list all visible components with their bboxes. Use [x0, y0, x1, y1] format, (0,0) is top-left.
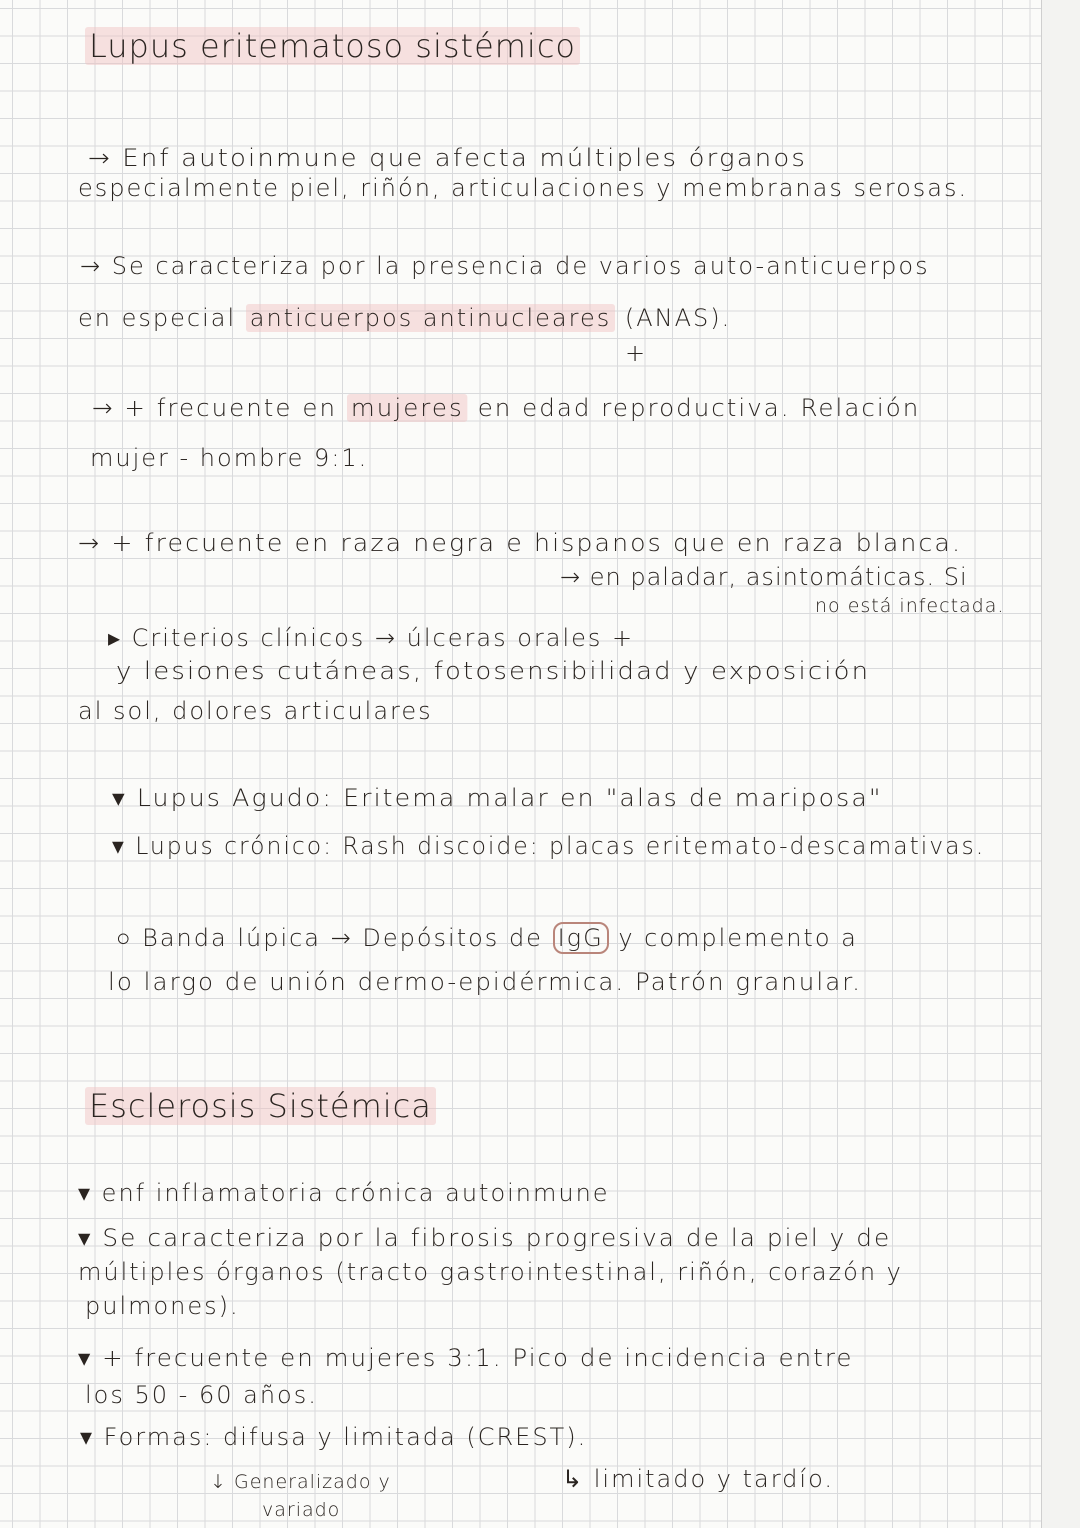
line: ▸ Criterios clínicos → úlceras orales + [108, 624, 635, 652]
title-text: Lupus eritematoso sistémico [85, 27, 580, 65]
page-edge [1041, 0, 1080, 1528]
line: ↳ limitado y tardío. [562, 1465, 834, 1493]
text: en especial [78, 304, 237, 332]
highlight: mujeres [347, 394, 468, 422]
boxed-igg: IgG [553, 922, 609, 954]
line: → Se caracteriza por la presencia de varios auto-anticuerpos [80, 252, 930, 280]
title-lupus [85, 28, 580, 65]
line [78, 305, 731, 333]
text: y complemento a [618, 924, 858, 952]
line: ▾ enf inflamatoria crónica autoinmune [78, 1179, 610, 1207]
line: variado [262, 1499, 341, 1521]
title-text: Esclerosis Sistémica [85, 1087, 436, 1125]
line: mujer - hombre 9:1. [90, 444, 369, 472]
highlight: anticuerpos antinucleares [246, 304, 615, 332]
line: al sol, dolores articulares [78, 697, 433, 725]
title-esclerosis [85, 1088, 436, 1125]
line: ▾ Se caracteriza por la fibrosis progresiva de la piel y de [78, 1224, 892, 1252]
line: lo largo de unión dermo-epidérmica. Patrón granular. [108, 968, 862, 996]
line: múltiples órganos (tracto gastrointestinal, riñón, corazón y [78, 1258, 903, 1286]
line: especialmente piel, riñón, articulaciones y membranas serosas. [78, 174, 969, 202]
line: → Enf autoinmune que afecta múltiples órganos [88, 144, 808, 172]
line: → en paladar, asintomáticas. Si [560, 563, 968, 591]
line: los 50 - 60 años. [85, 1381, 318, 1409]
line: ▾ Formas: difusa y limitada (CREST). [80, 1423, 588, 1451]
text: (ANAS). [624, 304, 732, 332]
line [92, 395, 920, 423]
line: ▾ Lupus Agudo: Eritema malar en "alas de mariposa" [112, 784, 883, 812]
arrow-down: ↓ [210, 1471, 227, 1493]
text: ○ Banda lúpica → Depósitos de [116, 924, 543, 952]
line: → + frecuente en raza negra e hispanos que en raza blanca. [78, 529, 963, 557]
plus-mark: + [625, 339, 648, 367]
line: ▾ + frecuente en mujeres 3:1. Pico de incidencia entre [78, 1344, 854, 1372]
line: Generalizado y [234, 1471, 391, 1493]
line [116, 925, 858, 953]
line: y lesiones cutáneas, fotosensibilidad y exposición [116, 657, 871, 685]
line: ▾ Lupus crónico: Rash discoide: placas eritemato-descamativas. [112, 832, 986, 860]
text: → + frecuente en [92, 394, 338, 422]
line: pulmones). [85, 1292, 240, 1320]
text: en edad reproductiva. Relación [477, 394, 921, 422]
line: no está infectada. [815, 595, 1005, 617]
